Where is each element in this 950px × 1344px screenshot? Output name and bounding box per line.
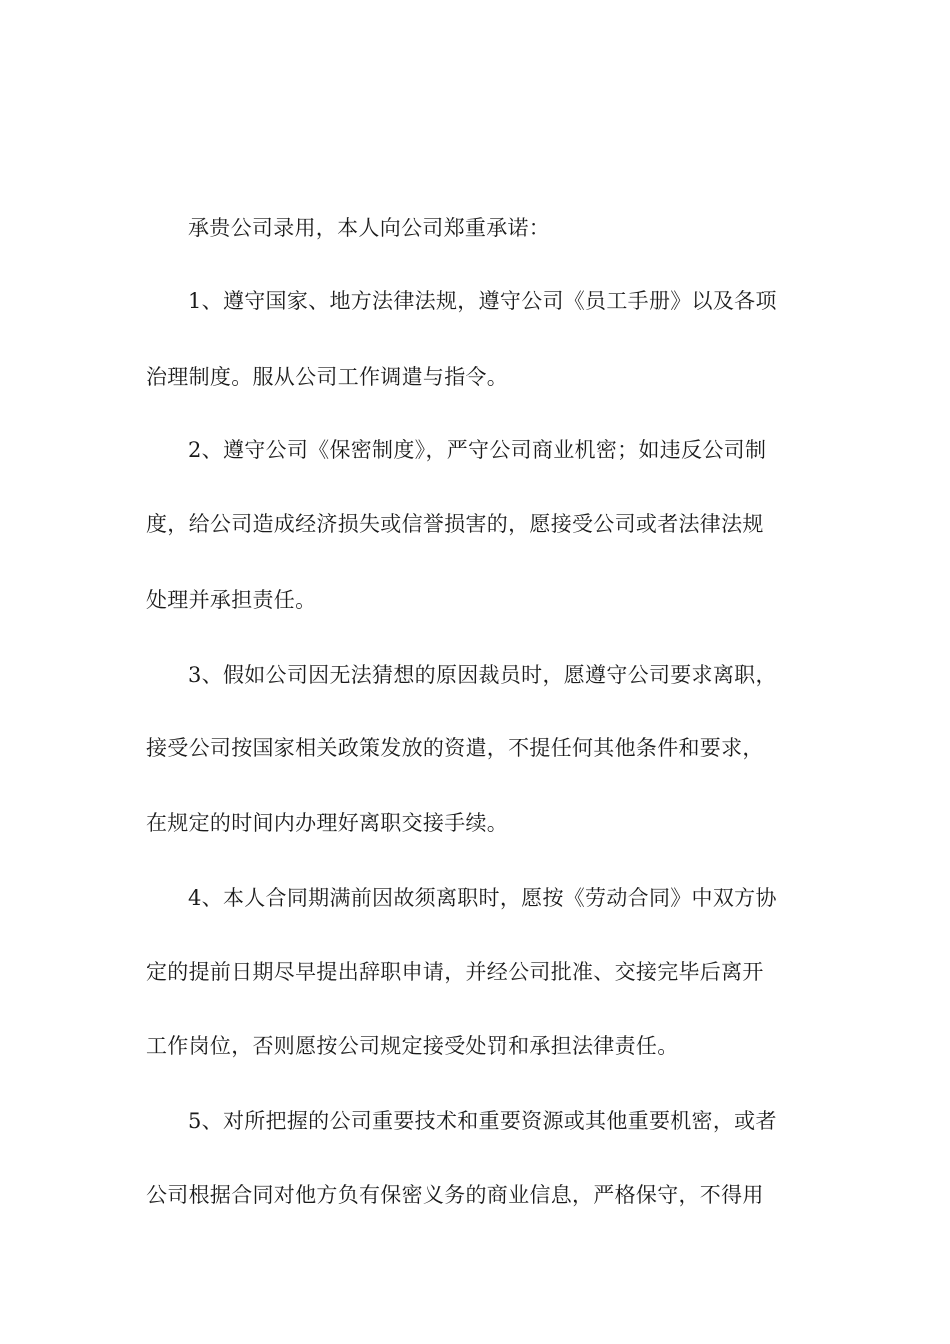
clause-1-line-2: 治理制度。服从公司工作调遣与指令。 (146, 365, 509, 389)
clause-3-line-3: 在规定的时间内办理好离职交接手续。 (146, 811, 509, 835)
clause-1-line-1: 1、遵守国家、地方法律法规，遵守公司《员工手册》以及各项 (188, 289, 777, 313)
intro-line: 承贵公司录用，本人向公司郑重承诺： (188, 216, 551, 240)
clause-4-line-2: 定的提前日期尽早提出辞职申请，并经公司批准、交接完毕后离开 (146, 960, 764, 984)
clause-4-line-1: 4、本人合同期满前因故须离职时，愿按《劳动合同》中双方协 (188, 886, 777, 910)
clause-5-line-1: 5、对所把握的公司重要技术和重要资源或其他重要机密，或者 (188, 1109, 777, 1133)
clause-2-line-2: 度，给公司造成经济损失或信誉损害的，愿接受公司或者法律法规 (146, 512, 764, 536)
clause-2-line-1: 2、遵守公司《保密制度》，严守公司商业机密；如违反公司制 (188, 438, 767, 462)
clause-4-line-3: 工作岗位，否则愿按公司规定接受处罚和承担法律责任。 (146, 1034, 679, 1058)
clause-2-line-3: 处理并承担责任。 (146, 588, 317, 612)
clause-5-line-2: 公司根据合同对他方负有保密义务的商业信息，严格保守，不得用 (146, 1183, 764, 1207)
clause-3-line-1: 3、假如公司因无法猜想的原因裁员时，愿遵守公司要求离职， (188, 663, 777, 687)
clause-3-line-2: 接受公司按国家相关政策发放的资遣，不提任何其他条件和要求， (146, 736, 764, 760)
